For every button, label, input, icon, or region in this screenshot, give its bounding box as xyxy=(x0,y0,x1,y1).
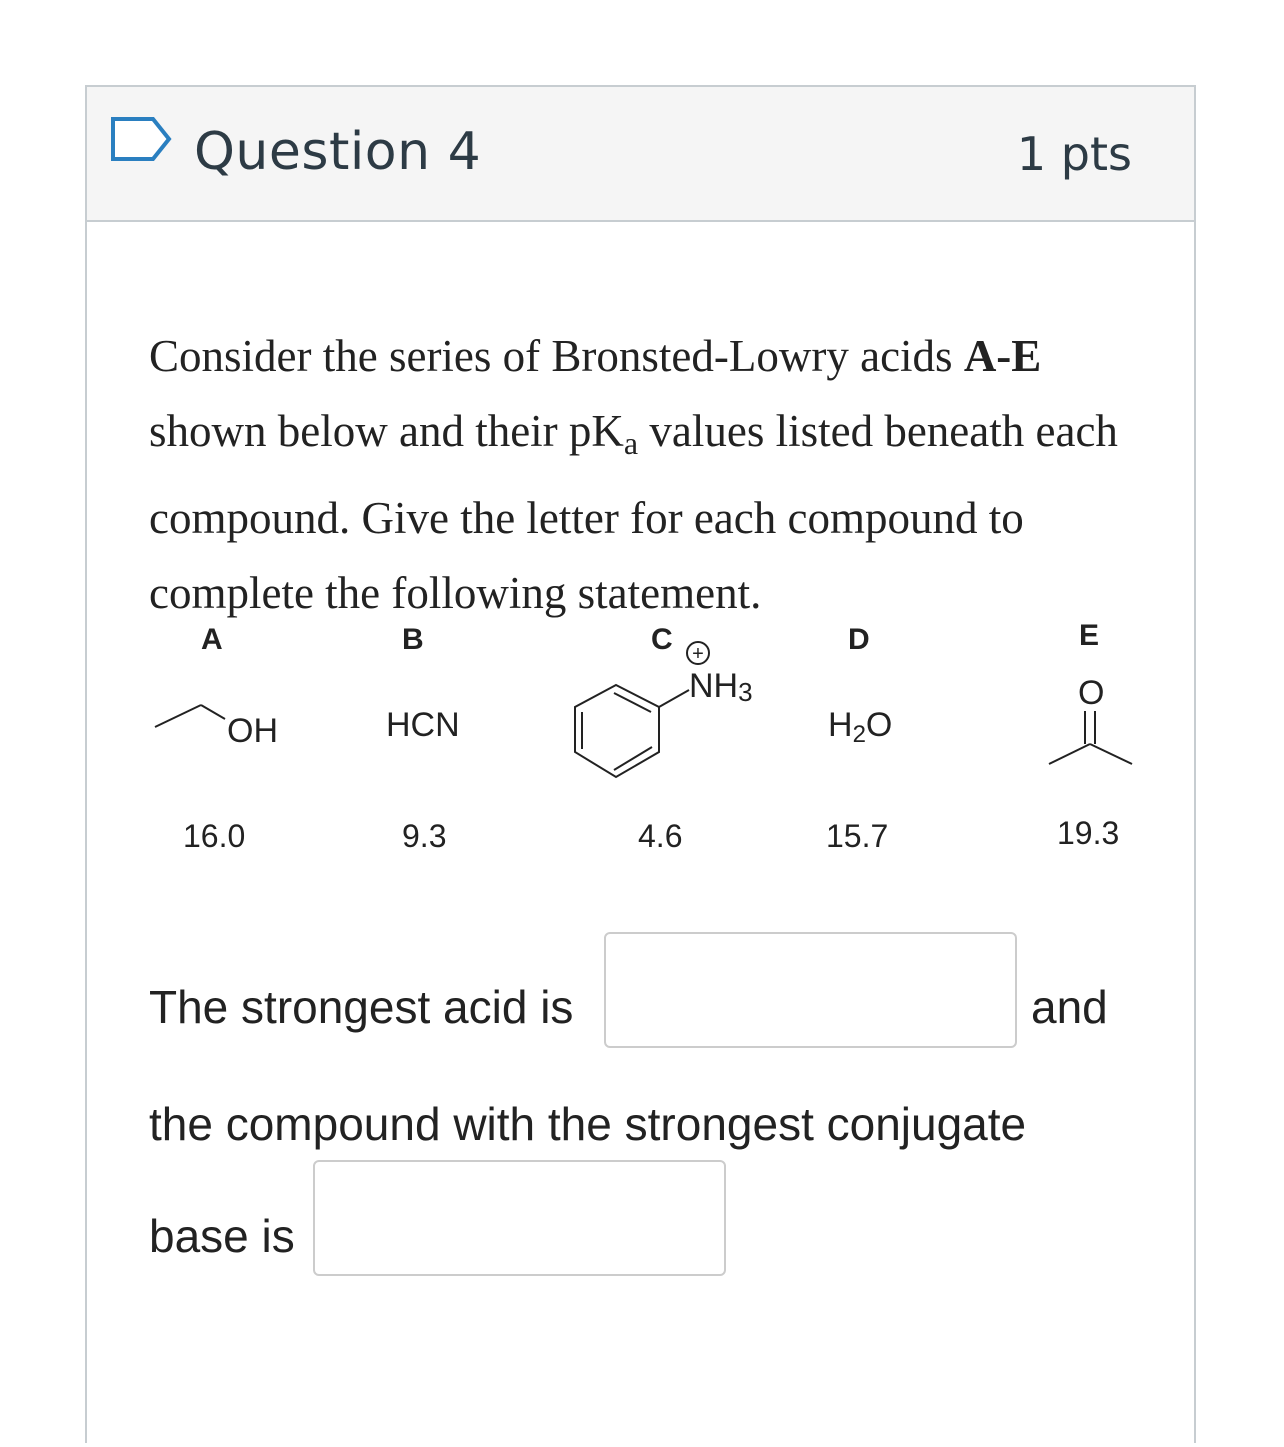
compound-letter-a: A xyxy=(201,623,223,656)
question-card xyxy=(85,85,1196,1443)
prompt-bold-range: A-E xyxy=(963,331,1042,381)
prompt-text: Consider the series of Bronsted-Lowry acids xyxy=(149,331,964,381)
question-title: Question 4 xyxy=(194,122,482,182)
structure-ethanol xyxy=(155,705,278,750)
question-points: 1 pts xyxy=(1016,127,1132,181)
compound-letter-e: E xyxy=(1079,619,1100,652)
compound-letter-b: B xyxy=(402,623,424,656)
pka-value-e: 19.3 xyxy=(1057,815,1120,851)
statement-conjugate-base: the compound with the strongest conjugate xyxy=(149,1098,1027,1150)
formula-hcn: HCN xyxy=(386,706,460,744)
prompt-subscript: a xyxy=(623,425,639,461)
pka-value-d: 15.7 xyxy=(826,818,889,854)
strongest-conjugate-base-input[interactable] xyxy=(313,1160,726,1276)
formula-water: H2O xyxy=(828,706,893,748)
pka-value-a: 16.0 xyxy=(183,818,246,854)
atom-carbonyl-o: O xyxy=(1078,674,1105,712)
compound-letter-d: D xyxy=(848,623,870,656)
statement-strongest-acid: The strongest acid is xyxy=(149,981,574,1033)
atom-oh: OH xyxy=(227,712,278,750)
charge-plus: + xyxy=(692,643,704,665)
structure-anilinium xyxy=(575,642,753,777)
pka-value-c: 4.6 xyxy=(638,818,683,854)
compound-letter-c: C xyxy=(651,623,673,656)
pka-value-b: 9.3 xyxy=(402,818,447,854)
strongest-acid-input[interactable] xyxy=(604,932,1017,1048)
structure-acetone xyxy=(1049,674,1132,764)
statement-base-is: base is xyxy=(149,1210,295,1262)
statement-and: and xyxy=(1031,981,1108,1033)
atom-nh3: NH3 xyxy=(689,667,753,707)
prompt-text-2: shown below and their pK xyxy=(149,406,624,456)
prompt-text-3: values listed beneath each compound. Give the letter for each compound to complete the following statement. xyxy=(149,406,1118,618)
